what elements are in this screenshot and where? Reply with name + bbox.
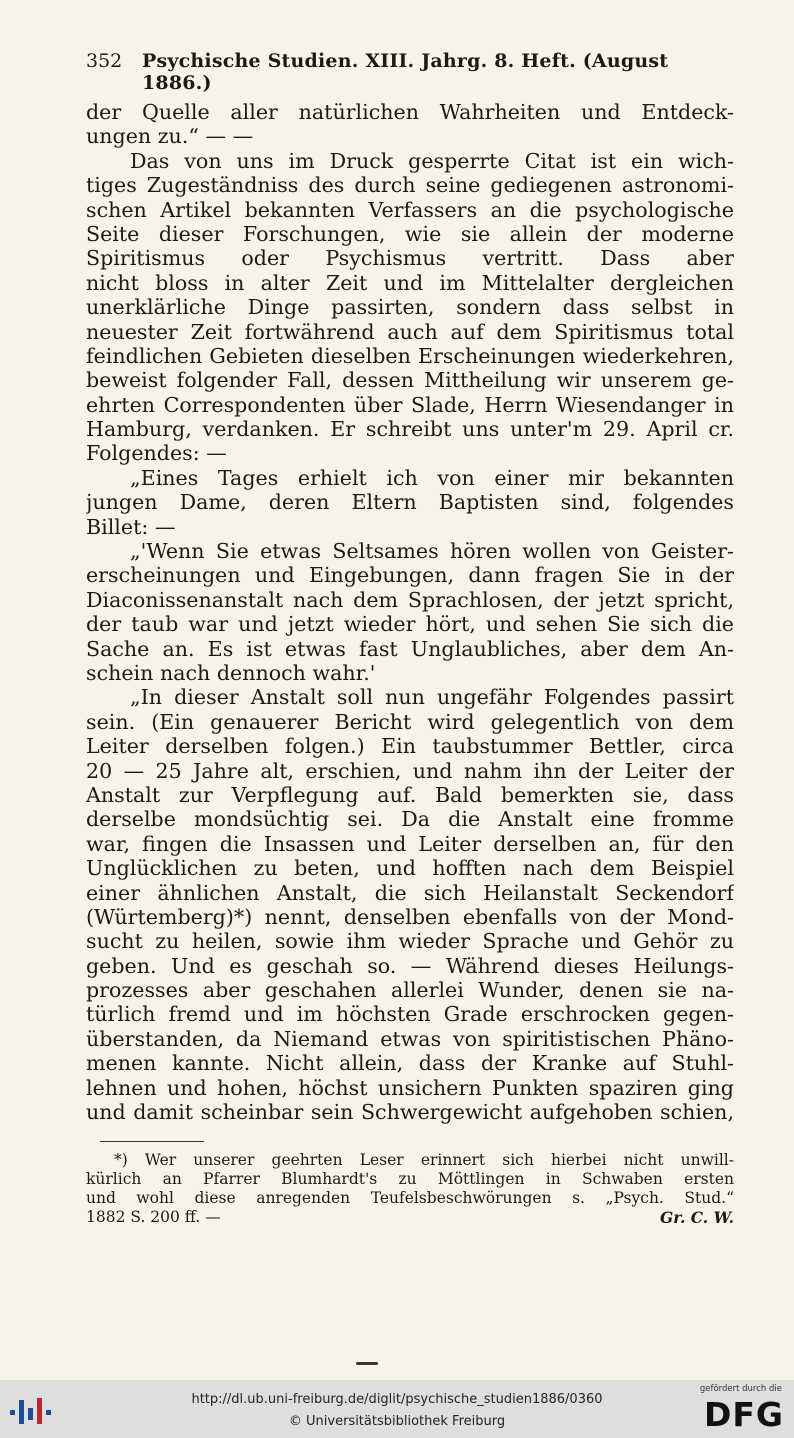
text-line: türlich fremd und im höchsten Grade erschrocken gegen- xyxy=(86,1002,734,1027)
text-line: „Eines Tages erhielt ich von einer mir bekannten xyxy=(130,465,734,490)
text-line: Sache an. Es ist etwas fast Unglaubliches, aber dem An- xyxy=(86,636,734,661)
footnote-line: *) Wer unserer geehrten Leser erinnert sich hierbei nicht unwill- xyxy=(114,1151,734,1169)
footnote xyxy=(86,1151,734,1227)
text-line: geben. Und es geschah so. — Während dieses Heilungs- xyxy=(86,953,734,978)
text-line: Anstalt zur Verpflegung auf. Bald bemerkten sie, dass xyxy=(86,782,734,807)
text-line: Diaconissenanstalt nach dem Sprachlosen, der jetzt spricht, xyxy=(86,587,734,612)
text-line: sucht zu heilen, sowie ihm wieder Sprache und Gehör zu xyxy=(86,929,734,954)
text-line: 20 — 25 Jahre alt, erschien, und nahm ihn der Leiter der xyxy=(86,758,734,783)
footnote-line: und wohl diese anregenden Teufelsbeschwörungen s. „Psych. Stud.“ xyxy=(86,1189,734,1207)
text-line: und damit scheinbar sein Schwergewicht aufgehoben schien, xyxy=(86,1100,734,1125)
ink-mark xyxy=(356,1362,378,1365)
text-line: schen Artikel bekannten Verfassers an die psychologische xyxy=(86,197,734,222)
viewer-footer xyxy=(0,1380,794,1438)
text-line: ehrten Correspondenten über Slade, Herrn Wiesendanger in xyxy=(86,392,734,417)
text-line: nicht bloss in alter Zeit und im Mittelalter dergleichen xyxy=(86,270,734,295)
text-line: der Quelle aller natürlichen Wahrheiten und Entdeck- xyxy=(86,100,734,124)
text-line: menen kannte. Nicht allein, dass der Kranke auf Stuhl- xyxy=(86,1051,734,1076)
text-line: ungen zu.“ — — xyxy=(86,124,254,149)
text-line: derselbe mondsüchtig sei. Da die Anstalt eine fromme xyxy=(86,807,734,832)
copyright-notice: © Universitätsbibliothek Freiburg xyxy=(288,1414,506,1429)
footnote-signature: Gr. C. W. xyxy=(659,1208,734,1227)
text-line: Seite dieser Forschungen, wie sie allein der moderne xyxy=(86,221,734,246)
text-line: der taub war und jetzt wieder hört, und sehen Sie sich die xyxy=(86,612,734,637)
dfg-logo: DFG xyxy=(703,1395,784,1434)
page-number: 352 xyxy=(86,50,123,72)
text-line: war, fingen die Insassen und Leiter derselben an, für den xyxy=(86,831,734,856)
text-line: feindlichen Gebieten dieselben Erscheinungen wiederkehren, xyxy=(86,343,734,368)
text-line: „In dieser Anstalt soll nun ungefähr Folgendes passirt xyxy=(130,685,734,710)
running-head: Psychische Studien. XIII. Jahrg. 8. Heft. (August 1886.) xyxy=(142,50,669,94)
text-line: Hamburg, verdanken. Er schreibt uns unter'm 29. April cr. xyxy=(86,417,734,442)
text-line: überstanden, da Niemand etwas von spiritistischen Phäno- xyxy=(86,1026,734,1051)
body-text xyxy=(86,100,734,1124)
text-line: unerklärliche Dinge passirten, sondern dass selbst in xyxy=(86,295,734,320)
text-line: prozesses aber geschahen allerlei Wunder, denen sie na- xyxy=(86,978,734,1003)
text-line: „'Wenn Sie etwas Seltsames hören wollen von Geister- xyxy=(130,539,734,564)
text-line: tiges Zugeständniss des durch seine gediegenen astronomi- xyxy=(86,173,734,198)
text-line: Das von uns im Druck gesperrte Citat ist ein wich- xyxy=(130,148,734,173)
text-line: lehnen und hohen, höchst unsichern Punkten spaziren ging xyxy=(86,1075,734,1100)
text-line: sein. (Ein genauerer Bericht wird gelegentlich von dem xyxy=(86,709,734,734)
text-line: Billet: — xyxy=(86,514,176,539)
text-line: erscheinungen und Eingebungen, dann fragen Sie in der xyxy=(86,563,734,588)
footnote-last-line xyxy=(86,1208,734,1227)
text-line: Unglücklichen zu beten, und hofften nach dem Beispiel xyxy=(86,856,734,881)
dfg-note: gefördert durch die xyxy=(699,1384,782,1394)
text-line: schein nach dennoch wahr.' xyxy=(86,660,376,685)
page-header xyxy=(86,50,734,94)
text-line: Leiter derselben folgen.) Ein taubstummer Bettler, circa xyxy=(86,734,734,759)
footnote-line: 1882 S. 200 ff. — xyxy=(86,1208,221,1226)
text-line: (Würtemberg)*) nennt, denselben ebenfalls von der Mond- xyxy=(86,904,734,929)
text-line: Folgendes: — xyxy=(86,441,227,466)
text-line: einer ähnlichen Anstalt, die sich Heilanstalt Seckendorf xyxy=(86,880,734,905)
text-line: Spiritismus oder Psychismus vertritt. Dass aber xyxy=(86,246,734,271)
text-line: jungen Dame, deren Eltern Baptisten sind, folgendes xyxy=(86,490,734,515)
text-line: neuester Zeit fortwährend auch auf dem Spiritismus total xyxy=(86,319,734,344)
footnote-rule xyxy=(100,1141,204,1142)
footnote-line: kürlich an Pfarrer Blumhardt's zu Möttlingen in Schwaben ersten xyxy=(86,1170,734,1188)
text-line: beweist folgender Fall, dessen Mittheilung wir unserem ge- xyxy=(86,368,734,393)
source-url-link[interactable]: http://dl.ub.uni-freiburg.de/diglit/psychische_studien1886/0360 xyxy=(191,1392,603,1407)
